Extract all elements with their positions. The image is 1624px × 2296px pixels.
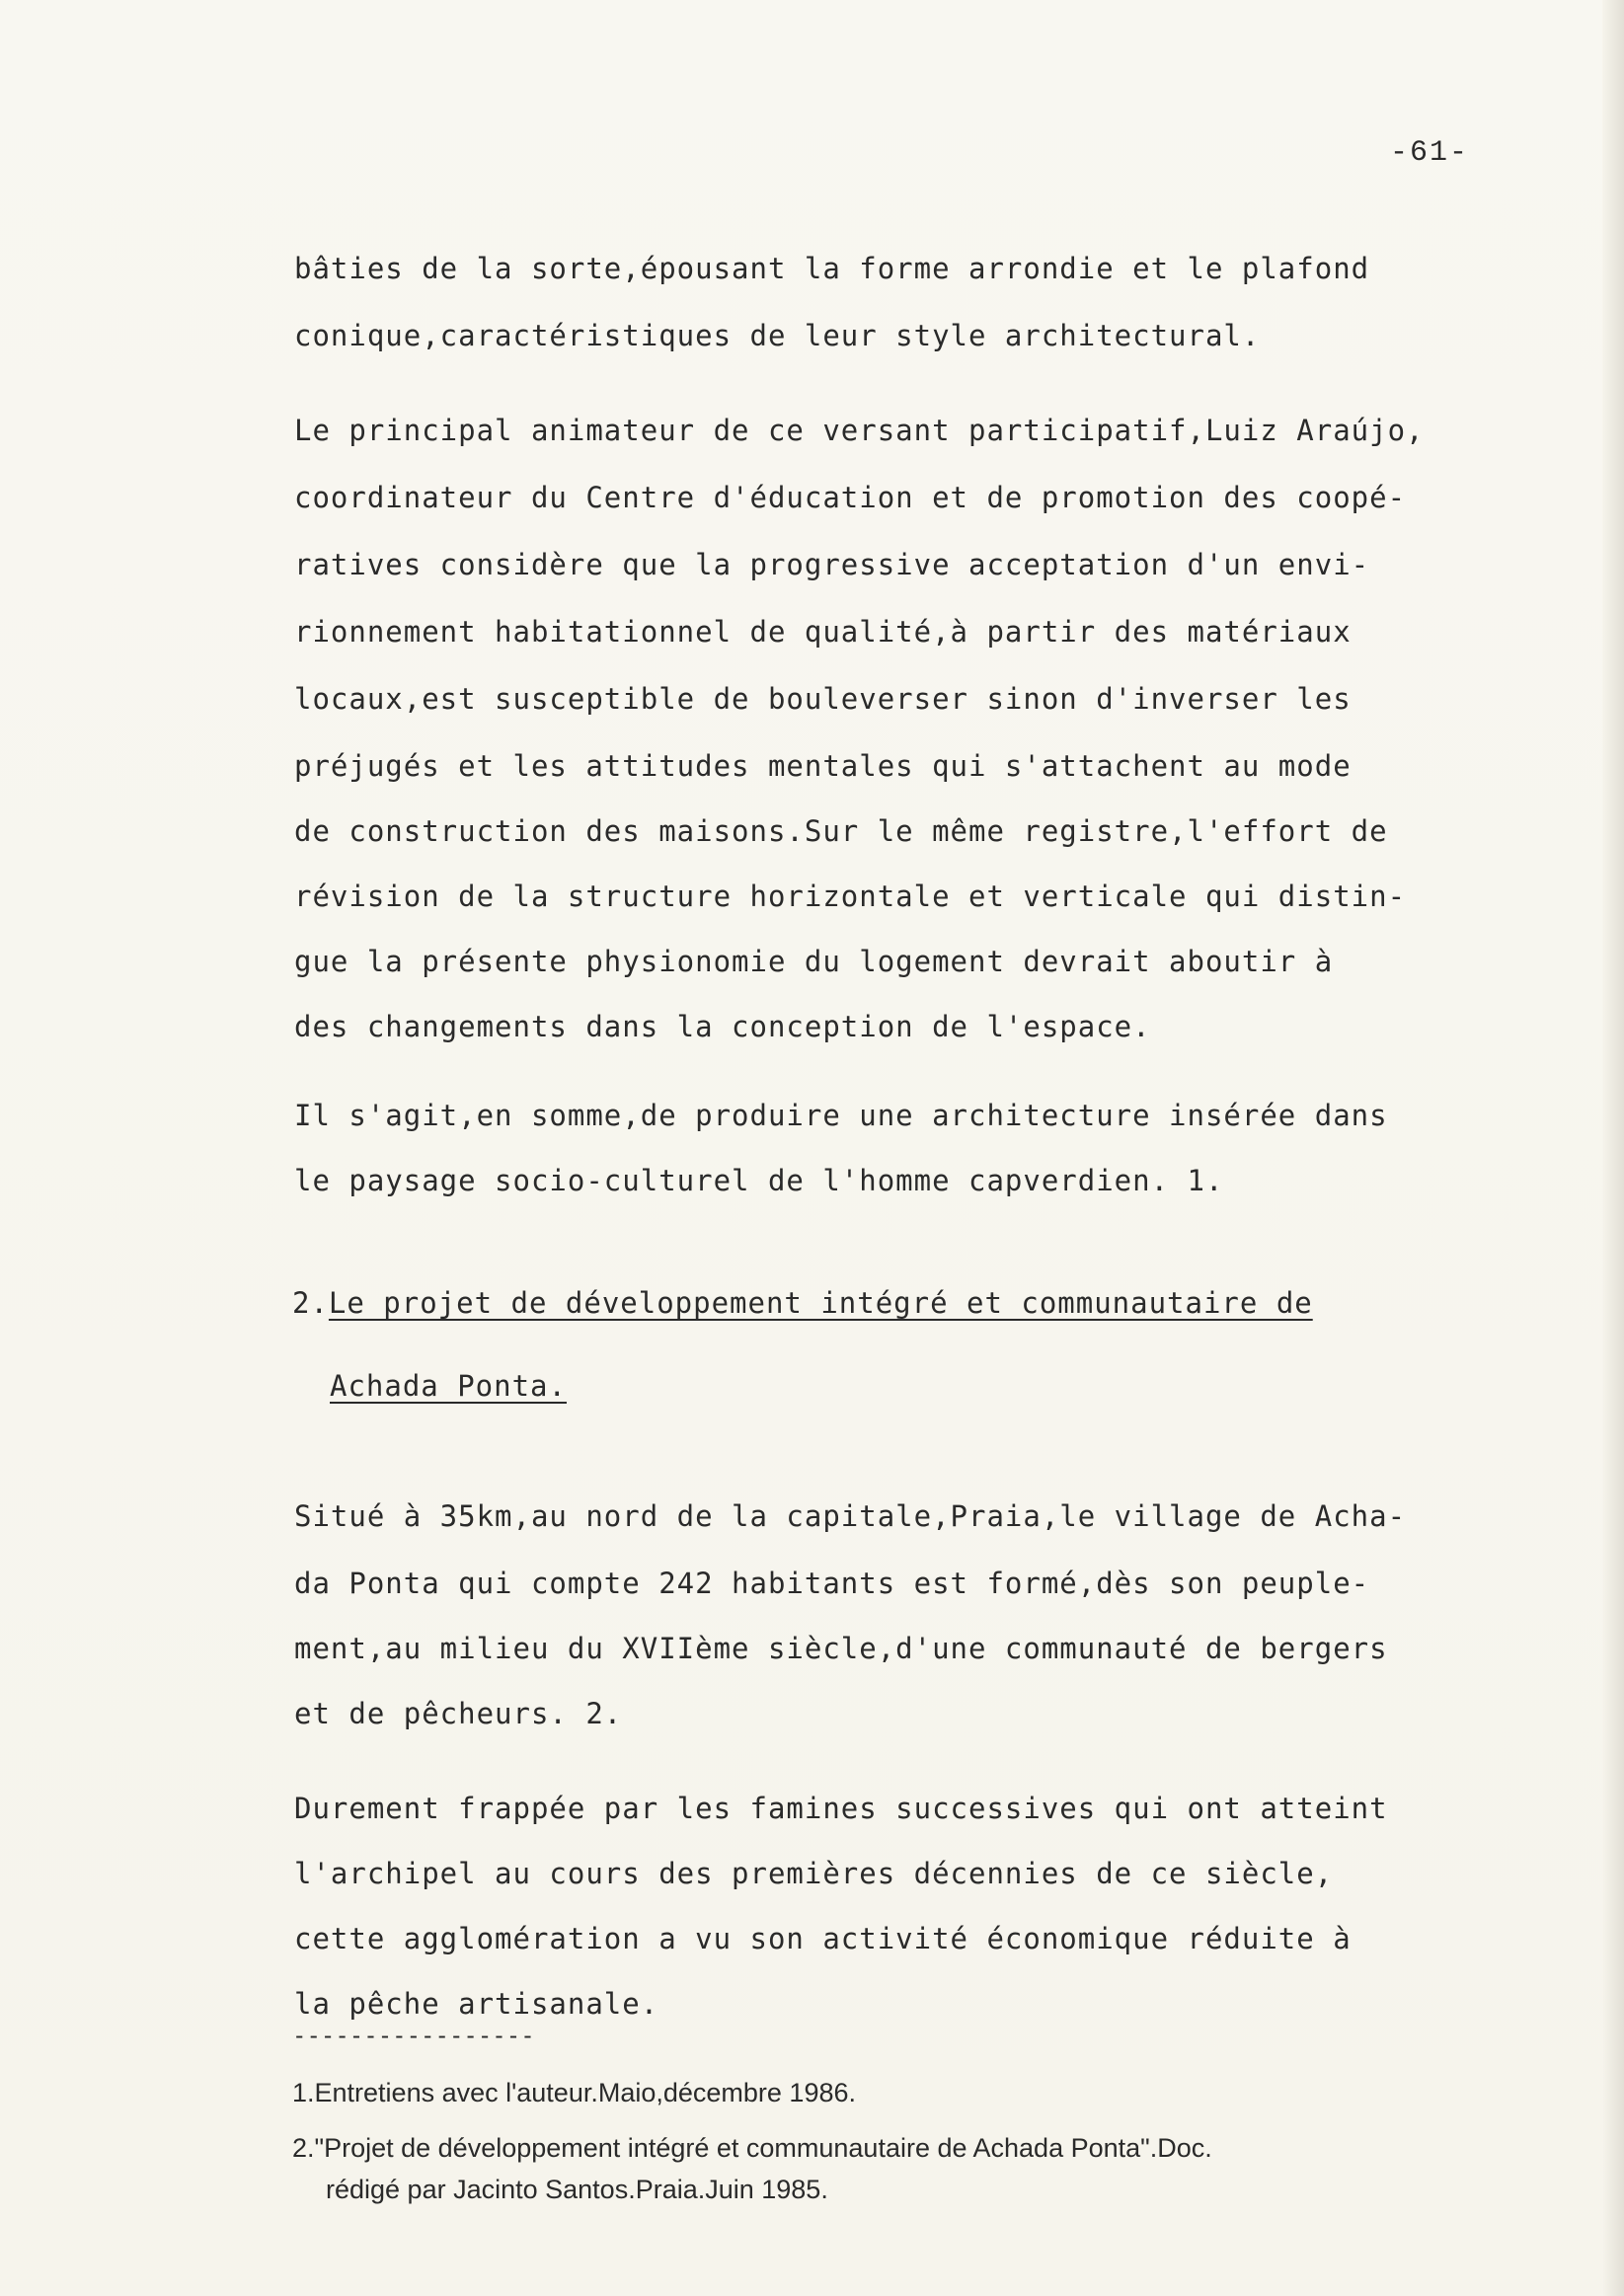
p2-line-5: locaux,est susceptible de bouleverser sinon d'inverser les <box>294 682 1352 716</box>
page-number: -61- <box>1390 136 1470 170</box>
p5-line-4: la pêche artisanale. <box>294 1987 659 2021</box>
p5-line-2: l'archipel au cours des premières décennies de ce siècle, <box>294 1857 1334 1890</box>
p4-line-4: et de pêcheurs. 2. <box>294 1697 623 1730</box>
p2-line-1: Le principal animateur de ce versant participatif,Luiz Araújo, <box>294 414 1425 447</box>
p2-line-9: gue la présente physionomie du logement devrait aboutir à <box>294 945 1334 978</box>
section-number: 2. <box>292 1286 329 1320</box>
footnote-2: 2."Projet de développement intégré et communautaire de Achada Ponta".Doc. <box>292 2133 1212 2163</box>
p4-line-2: da Ponta qui compte 242 habitants est formé,dès son peuple- <box>294 1567 1370 1600</box>
footnote-separator: ----------------- <box>292 2022 535 2049</box>
p2-line-6: préjugés et les attitudes mentales qui s'attachent au mode <box>294 749 1352 783</box>
p5-line-1: Durement frappée par les famines successives qui ont atteint <box>294 1792 1388 1825</box>
p2-line-10: des changements dans la conception de l'espace. <box>294 1010 1151 1043</box>
footnote-2-continued: rédigé par Jacinto Santos.Praia.Juin 1985. <box>326 2175 828 2204</box>
footnote-1: 1.Entretiens avec l'auteur.Maio,décembre 1986. <box>292 2078 856 2107</box>
section-title-line-1: Le projet de développement intégré et communautaire de <box>328 1286 1313 1320</box>
p5-line-3: cette agglomération a vu son activité économique réduite à <box>294 1922 1352 1955</box>
p2-line-4: rionnement habitationnel de qualité,à partir des matériaux <box>294 615 1352 649</box>
section-heading-line-2 <box>330 1366 567 1406</box>
p3-line-1: Il s'agit,en somme,de produire une architecture insérée dans <box>294 1099 1388 1132</box>
p2-line-8: révision de la structure horizontale et verticale qui distin- <box>294 880 1407 913</box>
p1-line-1: bâties de la sorte,épousant la forme arrondie et le plafond <box>294 252 1370 285</box>
p2-line-7: de construction des maisons.Sur le même registre,l'effort de <box>294 814 1388 848</box>
p4-line-1: Situé à 35km,au nord de la capitale,Praia,le village de Acha- <box>294 1499 1407 1533</box>
p2-line-2: coordinateur du Centre d'éducation et de promotion des coopé- <box>294 481 1407 514</box>
section-title-line-2: Achada Ponta. <box>330 1369 567 1403</box>
p1-line-2: conique,caractéristiques de leur style architectural. <box>294 319 1261 352</box>
p2-line-3: ratives considère que la progressive acceptation d'un envi- <box>294 548 1370 581</box>
p4-line-3: ment,au milieu du XVIIème siècle,d'une communauté de bergers <box>294 1632 1388 1665</box>
page-edge-shadow <box>1602 0 1624 2296</box>
section-heading-line-1 <box>292 1283 1313 1323</box>
p3-line-2: le paysage socio-culturel de l'homme capverdien. 1. <box>294 1164 1224 1197</box>
